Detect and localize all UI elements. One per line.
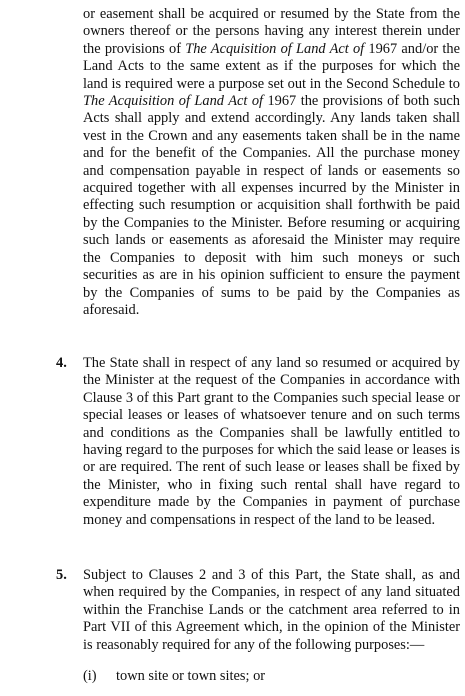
continuation-text-3: 1967 the provisions of both such Acts shall apply and extend accordingly. Any lands taken shall vest in the Crown and any easements taken shall be in the name and for the benefit of the Companies. All the purchase money and compensation payable in respect of lands or easements so acquired together with all expenses incurred by the Minister in effecting such resumption or acquisition shall forthwith be paid by the Companies to the Minister. Before resuming or acquiring such lands or easements as aforesaid the Minister may require the Companies to deposit with him such moneys or such securities as are in his opinion sufficient to ensure the payment by the Companies of sums to be paid by the Companies as aforesaid. <box>83 93 460 318</box>
subitem-number: (i) <box>83 668 97 684</box>
clause-5-number: 5. <box>56 567 67 583</box>
continuation-text-2: 1967 and/or the Land Acts to the same extent as if the purposes for which the land is required were a purpose set out in the Second Schedule to <box>83 40 460 92</box>
clause-4-text: The State shall in respect of any land so resumed or acquired by the Minister at the request of the Companies in accordance with Clause 3 of this Part grant to the Companies such special lease or special leases or leases of whatsoever tenure and on such terms and conditions as the Companies shall be lawfully entitled to having regard to the purposes for which the said lease or leases is or are required. The rent of such lease or leases shall be fixed by the Minister, who in fixing such rental shall have regard to expenditure made by the Companies in payment of purchase money and compensations in respect of the land to be leased. <box>83 355 460 528</box>
continuation-paragraph <box>83 6 460 319</box>
continuation-text-1: or easement shall be acquired or resumed by the State from the owners thereof or the persons having any interest therein under the provisions of <box>83 6 460 57</box>
clause-5-text: Subject to Clauses 2 and 3 of this Part, the State shall, as and when required by the Companies, in respect of any land situated within the Franchise Lands or the catchment area referred to in Part VII of this Agreement which, in the opinion of the Minister is reasonably required for any of the following purposes:— <box>83 567 460 653</box>
act-title-2: The Acquisition of Land Act of <box>83 93 264 110</box>
clause-4-number: 4. <box>56 355 67 371</box>
subitem-text: town site or town sites; or <box>116 668 266 684</box>
act-title-1: The Acquisition of Land Act of <box>185 40 365 57</box>
